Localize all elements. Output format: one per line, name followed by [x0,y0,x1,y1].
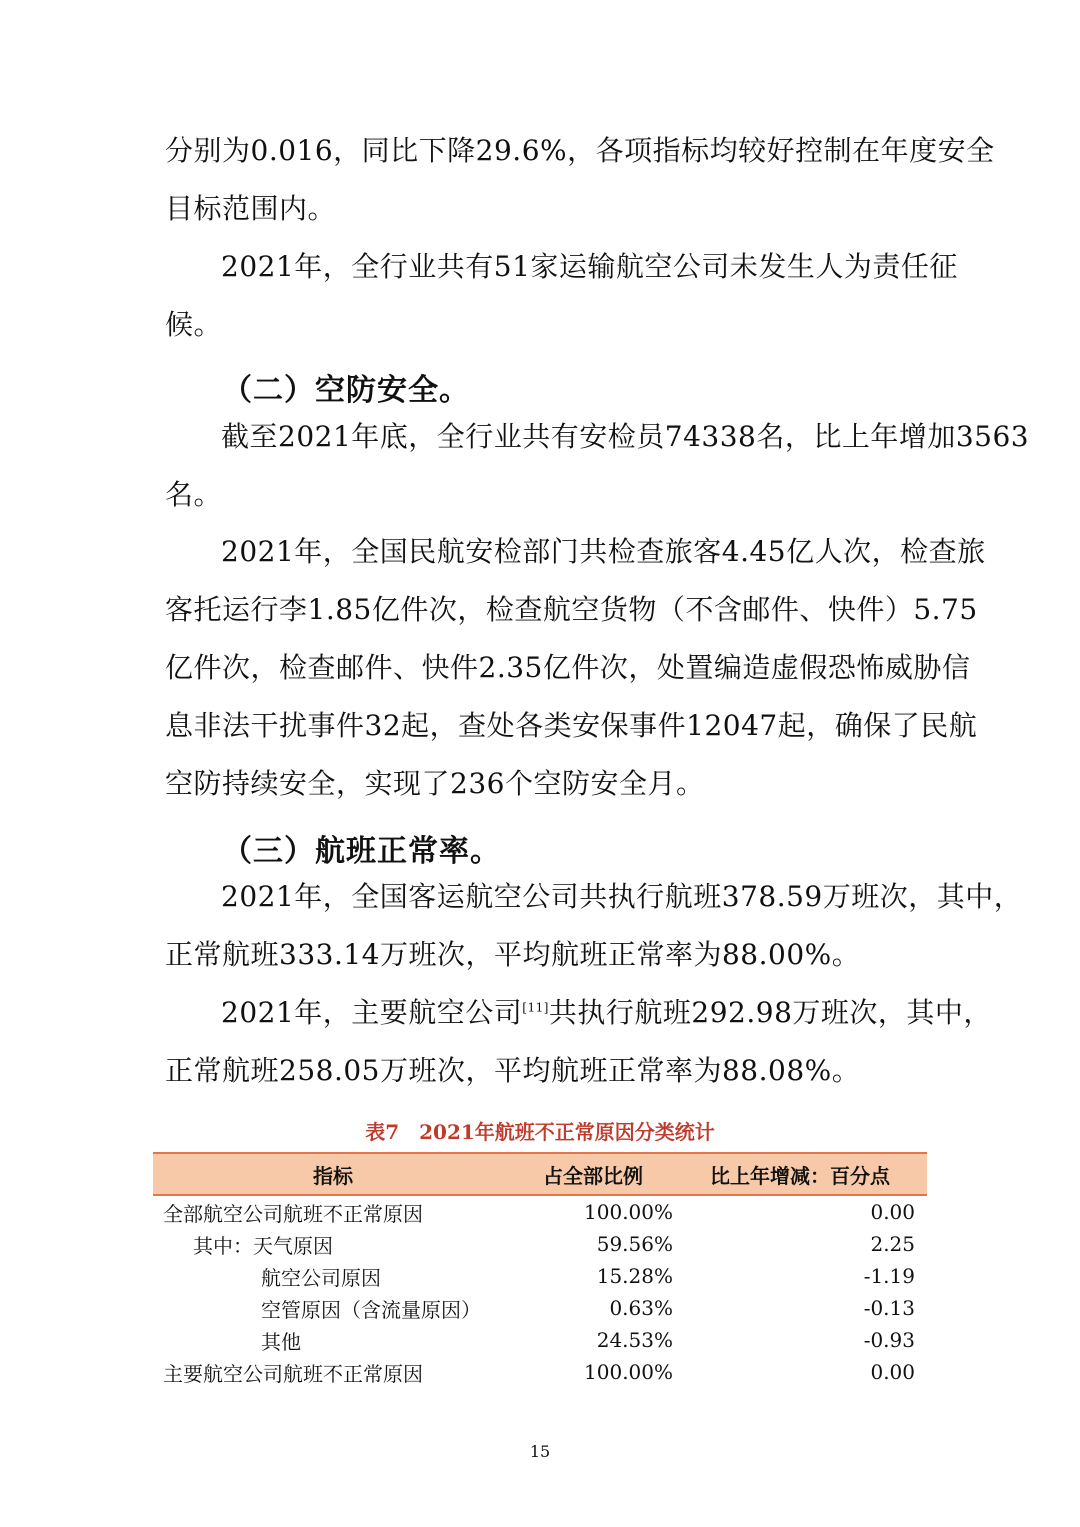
paragraph-line: 分别为0.016，同比下降29.6%，各项指标均较好控制在年度安全 [165,134,995,167]
paragraph-line: 目标范围内。 [165,192,337,225]
paragraph-line: 正常航班333.14万班次，平均航班正常率为88.00%。 [165,938,861,971]
paragraph-line: 2021年，全行业共有51家运输航空公司未发生人为责任征 [221,250,958,283]
row-share: 15.28% [596,1264,673,1288]
row-share: 59.56% [596,1232,673,1256]
page-number: 15 [529,1442,551,1461]
paragraph-6 [165,984,992,1100]
row-label: 其他 [261,1329,301,1354]
paragraph-line: 候。 [165,308,223,341]
row-share: 24.53% [596,1328,673,1352]
paragraph-line: 2021年，全国客运航空公司共执行航班378.59万班次，其中， [221,880,1023,913]
paragraph-line: 截至2021年底，全行业共有安检员74338名，比上年增加3563 [221,420,1030,453]
row-change: -1.19 [863,1264,915,1288]
row-change: -0.93 [863,1328,915,1352]
section-heading-flight-punctuality: （三）航班正常率。 [222,834,501,869]
row-change: 0.00 [870,1360,915,1384]
table-row [153,1324,927,1356]
row-label: 全部航空公司航班不正常原因 [163,1201,423,1226]
section-heading-airport-security: （二）空防安全。 [222,373,470,408]
table-row [153,1292,927,1324]
paragraph-line: 息非法干扰事件32起，查处各类安保事件12047起，确保了民航 [165,709,978,742]
table-row [153,1228,927,1260]
paragraph-line: 空防持续安全，实现了236个空防安全月。 [165,767,705,800]
paragraph-line: 名。 [165,478,223,511]
row-share: 0.63% [609,1296,673,1320]
row-share: 100.00% [584,1200,673,1224]
paragraph-line: 2021年，全国民航安检部门共检查旅客4.45亿人次，检查旅 [221,535,986,568]
row-label: 主要航空公司航班不正常原因 [163,1361,423,1386]
paragraph-line [165,984,992,1042]
table-header [153,1152,927,1196]
row-label: 航空公司原因 [261,1265,381,1290]
row-change: 0.00 [870,1200,915,1224]
table-row [153,1356,927,1388]
header-share: 占全部比例 [543,1163,643,1188]
table-row [153,1196,927,1228]
paragraph-5 [165,868,1023,984]
row-share: 100.00% [584,1360,673,1384]
footnote-marker[interactable]: [11] [522,1000,549,1015]
paragraph-line: 正常航班258.05万班次，平均航班正常率为88.08%。 [165,1054,861,1087]
row-label: 其中：天气原因 [193,1233,333,1258]
row-label: 空管原因（含流量原因） [261,1297,481,1322]
paragraph-text: 共执行航班292.98万班次，其中， [548,996,992,1029]
paragraph-text: 2021年，主要航空公司 [221,996,523,1029]
delay-causes-table [153,1152,927,1388]
table-row [153,1260,927,1292]
paragraph-line: 客托运行李1.85亿件次，检查航空货物（不含邮件、快件）5.75 [165,593,978,626]
row-change: 2.25 [870,1232,915,1256]
header-change: 比上年增减：百分点 [710,1163,890,1188]
row-change: -0.13 [863,1296,915,1320]
paragraph-1 [165,122,995,238]
header-indicator: 指标 [313,1163,353,1188]
table-caption: 表7 2021年航班不正常原因分类统计 [365,1120,715,1144]
paragraph-line: 亿件次，检查邮件、快件2.35亿件次，处置编造虚假恐怖威胁信 [165,651,971,684]
paragraph-4 [165,523,986,813]
paragraph-3 [165,408,1030,524]
paragraph-2 [165,238,958,354]
